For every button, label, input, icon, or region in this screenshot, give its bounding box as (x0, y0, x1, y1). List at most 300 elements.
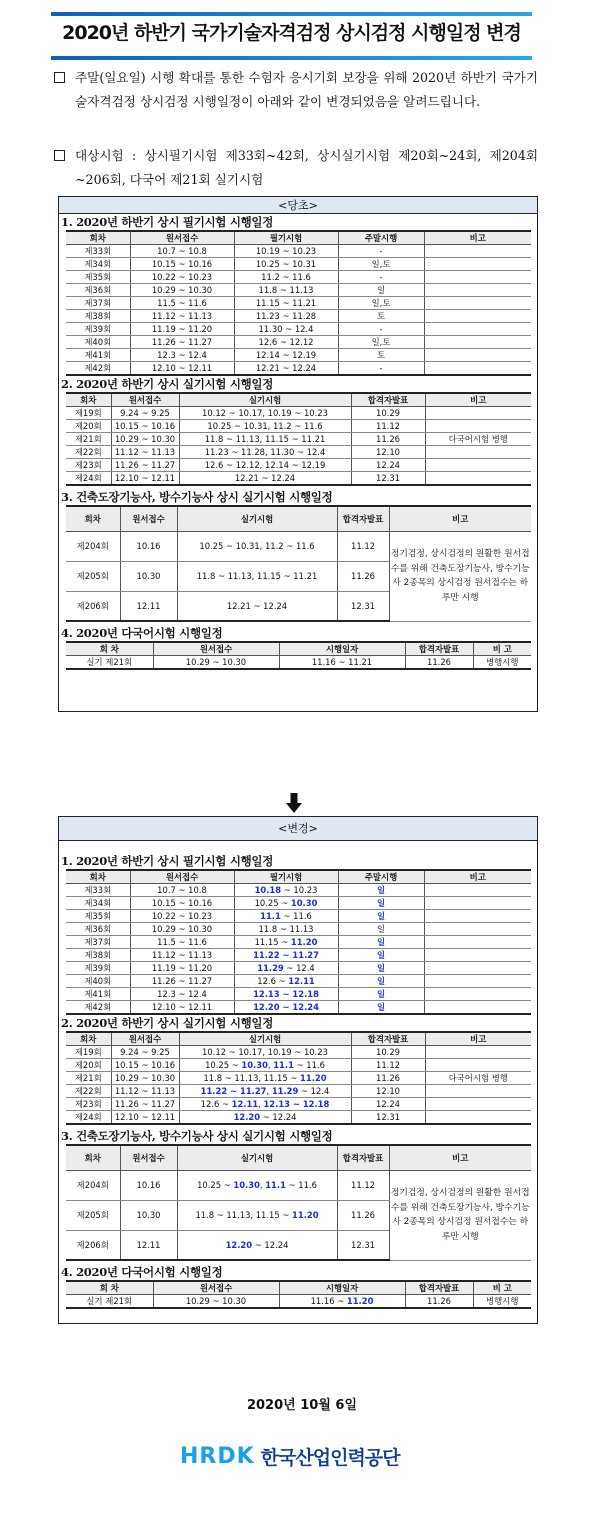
table-cell: 일 (338, 910, 424, 923)
table-row (66, 1001, 531, 1015)
table-header-row (66, 506, 531, 531)
table-row (66, 923, 531, 936)
table-cell: 제24회 (66, 1111, 111, 1125)
column-header: 합격자발표 (351, 393, 425, 407)
table-cell: 10.29 ~ 10.30 (153, 1295, 279, 1309)
column-header: 원서접수 (120, 1145, 177, 1170)
table-cell: 12.10 ~ 12.11 (111, 1111, 179, 1125)
column-header: 필기시험 (234, 231, 338, 245)
column-header: 주말시행 (338, 231, 424, 245)
column-header: 비고 (389, 1145, 531, 1170)
table-cell (424, 362, 531, 376)
table-cell: 10.29 ~ 10.30 (130, 923, 234, 936)
table-cell: 12.6 ~ 12.11, 12.13 ~ 12.18 (179, 1098, 351, 1111)
table-row (66, 936, 531, 949)
table-cell (424, 975, 531, 988)
table-cell: 11.19 ~ 11.20 (130, 323, 234, 336)
original-multilingual-exam-table (66, 641, 531, 670)
table-cell (424, 962, 531, 975)
table-header-row (66, 642, 531, 656)
changed-section-2-title: 2. 2020년 하반기 상시 실기시험 시행일정 (61, 1016, 274, 1030)
table-cell: 제23회 (66, 459, 111, 472)
table-cell (424, 936, 531, 949)
column-header: 합격자발표 (405, 642, 473, 656)
table-cell: 11.15 ~ 11.20 (234, 936, 338, 949)
note-cell: 다국어시험 병행 (425, 1072, 531, 1085)
table-cell: 12.31 (351, 472, 425, 486)
changed-section-3-title: 3. 건축도장기능사, 방수기능사 상시 실기시험 시행일정 (61, 1129, 333, 1143)
title-top-bar (51, 12, 532, 16)
table-cell: 10.22 ~ 10.23 (130, 910, 234, 923)
column-header: 회 차 (66, 1281, 153, 1295)
original-schedule-frame (58, 196, 538, 712)
table-cell: 제34회 (66, 897, 130, 910)
checkbox-bullet-icon (54, 150, 65, 161)
table-cell (424, 284, 531, 297)
table-cell: 제40회 (66, 336, 130, 349)
table-cell: 제36회 (66, 284, 130, 297)
table-cell: - (338, 323, 424, 336)
column-header: 회차 (66, 231, 130, 245)
column-header: 회차 (66, 506, 120, 531)
column-header: 비고 (424, 231, 531, 245)
table-cell: 제37회 (66, 297, 130, 310)
table-cell: 제204회 (66, 531, 120, 561)
table-cell: 제33회 (66, 884, 130, 897)
changed-painting-waterproof-table (66, 1144, 531, 1261)
title-bottom-bar (51, 56, 532, 60)
original-section-2-title: 2. 2020년 하반기 상시 실기시험 시행일정 (61, 377, 274, 391)
table-cell (424, 258, 531, 271)
table-cell: - (338, 245, 424, 258)
table-row (66, 297, 531, 310)
table-cell: 12.21 ~ 12.24 (177, 591, 337, 621)
table-header-row (66, 1281, 531, 1295)
table-row (66, 472, 531, 486)
table-row (66, 949, 531, 962)
table-cell: 10.25 ~ 10.30, 11.1 ~ 11.6 (177, 1170, 337, 1200)
table-cell: 10.25 ~ 10.31, 11.2 ~ 11.6 (179, 420, 351, 433)
table-cell: 제35회 (66, 271, 130, 284)
table-cell (424, 884, 531, 897)
table-cell: 11.12 ~ 11.13 (130, 949, 234, 962)
changed-section-1-title: 1. 2020년 하반기 상시 필기시험 시행일정 (61, 854, 274, 868)
table-header-row (66, 1032, 531, 1046)
table-row (66, 897, 531, 910)
table-cell: - (338, 271, 424, 284)
hrdk-logo-mark: HRDK (180, 1444, 255, 1469)
note-cell (425, 1111, 531, 1125)
table-cell: 일 (338, 962, 424, 975)
table-cell: 11.26 (351, 1072, 425, 1085)
table-cell: 11.12 (337, 1170, 389, 1200)
table-cell: 제39회 (66, 323, 130, 336)
table-header-row (66, 1145, 531, 1170)
table-cell: 제36회 (66, 923, 130, 936)
table-row (66, 323, 531, 336)
column-header: 합격자발표 (337, 506, 389, 531)
table-cell: 일 (338, 949, 424, 962)
table-row (66, 884, 531, 897)
column-header: 원서접수 (111, 393, 179, 407)
table-cell: 12.10 ~ 12.11 (111, 472, 179, 486)
table-cell: 10.29 (351, 407, 425, 420)
table-cell (424, 897, 531, 910)
changed-schedule-frame (58, 816, 538, 1324)
table-row (66, 531, 531, 561)
table-cell: 10.25 ~ 10.30 (234, 897, 338, 910)
column-header: 필기시험 (234, 870, 338, 884)
table-cell (424, 949, 531, 962)
table-cell: 10.16 (120, 531, 177, 561)
table-cell: 일 (338, 923, 424, 936)
table-cell: 일,토 (338, 297, 424, 310)
table-cell: 11.5 ~ 11.6 (130, 297, 234, 310)
table-cell: 12.6 ~ 12.11 (234, 975, 338, 988)
table-cell: 실기 제21회 (66, 1295, 153, 1309)
column-header: 비고 (425, 1032, 531, 1046)
table-cell: 12.14 ~ 12.19 (234, 349, 338, 362)
note-cell: 다국어시험 병행 (425, 433, 531, 446)
table-row (66, 962, 531, 975)
table-cell: 11.16 ~ 11.21 (279, 656, 405, 670)
table-row (66, 459, 531, 472)
table-row (66, 336, 531, 349)
table-cell: 10.25 ~ 10.31 (234, 258, 338, 271)
column-header: 비 고 (473, 642, 531, 656)
column-header: 실기시험 (179, 393, 351, 407)
table-cell: 11.26 (337, 1200, 389, 1230)
original-painting-waterproof-table (66, 505, 531, 622)
table-cell: 11.8 ~ 11.13 (234, 923, 338, 936)
table-row (66, 284, 531, 297)
table-cell: 10.22 ~ 10.23 (130, 271, 234, 284)
table-row (66, 1295, 531, 1309)
table-cell: 11.26 (405, 656, 473, 670)
table-cell: 12.20 ~ 12.24 (179, 1111, 351, 1125)
table-cell: 제38회 (66, 949, 130, 962)
table-cell: 제21회 (66, 433, 111, 446)
table-row (66, 1059, 531, 1072)
table-cell: 제20회 (66, 1059, 111, 1072)
table-cell: 제19회 (66, 407, 111, 420)
table-cell: 제24회 (66, 472, 111, 486)
table-cell: 12.24 (351, 1098, 425, 1111)
table-cell: 12.10 ~ 12.11 (130, 1001, 234, 1015)
table-cell: 일 (338, 988, 424, 1001)
table-cell: 12.10 (351, 1085, 425, 1098)
table-cell: 10.12 ~ 10.17, 10.19 ~ 10.23 (179, 1046, 351, 1059)
table-row (66, 1046, 531, 1059)
column-header: 시행일자 (279, 1281, 405, 1295)
column-header: 비고 (389, 506, 531, 531)
note-cell (425, 472, 531, 486)
table-cell: 10.25 ~ 10.30, 11.1 ~ 11.6 (179, 1059, 351, 1072)
column-header: 합격자발표 (337, 1145, 389, 1170)
table-cell: 제41회 (66, 988, 130, 1001)
table-cell: 10.19 ~ 10.23 (234, 245, 338, 258)
table-row (66, 1111, 531, 1125)
table-cell: 10.16 (120, 1170, 177, 1200)
table-cell (424, 310, 531, 323)
table-cell (424, 349, 531, 362)
table-cell: 제204회 (66, 1170, 120, 1200)
original-practical-exam-table (66, 392, 531, 486)
table-cell (424, 323, 531, 336)
table-cell: 제20회 (66, 420, 111, 433)
table-cell: 12.11 (120, 591, 177, 621)
intro-paragraph-2: 대상시험 : 상시필기시험 제33회~42회, 상시실기시험 제20회~24회, 제204회~206회, 다국어 제21회 실기시험 (52, 144, 538, 192)
column-header: 회차 (66, 1145, 120, 1170)
table-cell: 10.29 (351, 1046, 425, 1059)
table-row (66, 446, 531, 459)
table-row (66, 910, 531, 923)
table-cell (424, 988, 531, 1001)
column-header: 시행일자 (279, 642, 405, 656)
original-label: <당초> (59, 197, 537, 214)
table-cell: 제205회 (66, 561, 120, 591)
column-header: 합격자발표 (405, 1281, 473, 1295)
table-cell: 제206회 (66, 1230, 120, 1260)
table-cell: 11.30 ~ 12.4 (234, 323, 338, 336)
table-cell: 11.29 ~ 12.4 (234, 962, 338, 975)
table-row (66, 656, 531, 670)
original-remark-cell: 정기검정, 상시검정의 원활한 원서접수를 위해 건축도장기능사, 방수기능사 2종목의 상시검정 원서접수는 하루만 시행 (389, 531, 531, 621)
table-cell: 일 (338, 1001, 424, 1015)
table-row (66, 988, 531, 1001)
table-cell: 11.26 (351, 433, 425, 446)
table-cell: 제22회 (66, 446, 111, 459)
table-cell: 병행시행 (473, 1295, 531, 1309)
table-cell: 10.12 ~ 10.17, 10.19 ~ 10.23 (179, 407, 351, 420)
table-cell: 11.12 (337, 531, 389, 561)
original-section-4-title: 4. 2020년 다국어시험 시행일정 (61, 626, 223, 640)
column-header: 원서접수 (111, 1032, 179, 1046)
table-cell: 제39회 (66, 962, 130, 975)
table-cell: 12.3 ~ 12.4 (130, 349, 234, 362)
table-cell (424, 910, 531, 923)
table-cell: 11.26 ~ 11.27 (130, 336, 234, 349)
table-cell: 제23회 (66, 1098, 111, 1111)
table-header-row (66, 870, 531, 884)
table-cell: 12.6 ~ 12.12 (234, 336, 338, 349)
table-cell: 11.12 (351, 420, 425, 433)
org-name: 한국산업인력공단 (260, 1447, 400, 1469)
table-cell: 12.31 (337, 1230, 389, 1260)
table-cell: 11.12 ~ 11.13 (111, 446, 179, 459)
checkbox-bullet-icon (54, 72, 65, 83)
table-cell: 9.24 ~ 9.25 (111, 1046, 179, 1059)
table-cell: 제42회 (66, 1001, 130, 1015)
table-cell: 제38회 (66, 310, 130, 323)
table-cell: 11.23 ~ 11.28, 11.30 ~ 12.4 (179, 446, 351, 459)
changed-practical-exam-table (66, 1031, 531, 1125)
column-header: 회 차 (66, 642, 153, 656)
table-cell: 11.8 ~ 11.13, 11.15 ~ 11.21 (179, 433, 351, 446)
column-header: 원서접수 (130, 870, 234, 884)
table-cell: 일 (338, 284, 424, 297)
table-cell: 12.10 ~ 12.11 (130, 362, 234, 376)
table-cell: 9.24 ~ 9.25 (111, 407, 179, 420)
original-written-exam-table (66, 230, 531, 376)
table-cell: 제42회 (66, 362, 130, 376)
table-cell: 11.26 (405, 1295, 473, 1309)
table-cell: 11.19 ~ 11.20 (130, 962, 234, 975)
table-cell: 12.21 ~ 12.24 (234, 362, 338, 376)
table-cell: 제22회 (66, 1085, 111, 1098)
table-cell: 제206회 (66, 591, 120, 621)
table-cell: 제41회 (66, 349, 130, 362)
table-cell: 11.8 ~ 11.13 (234, 284, 338, 297)
table-cell (424, 271, 531, 284)
table-cell: 일 (338, 975, 424, 988)
table-row (66, 433, 531, 446)
table-cell: 제205회 (66, 1200, 120, 1230)
table-cell: 일 (338, 936, 424, 949)
table-row (66, 420, 531, 433)
page-title: 2020년 하반기 국가기술자격검정 상시검정 시행일정 변경 (62, 22, 521, 44)
table-row (66, 271, 531, 284)
note-cell (425, 420, 531, 433)
table-cell: 10.15 ~ 10.16 (111, 1059, 179, 1072)
column-header: 합격자발표 (351, 1032, 425, 1046)
column-header: 실기시험 (179, 1032, 351, 1046)
table-cell (424, 336, 531, 349)
table-cell: 제21회 (66, 1072, 111, 1085)
column-header: 회차 (66, 870, 130, 884)
column-header: 실기시험 (177, 506, 337, 531)
column-header: 원서접수 (130, 231, 234, 245)
table-cell: 10.29 ~ 10.30 (111, 1072, 179, 1085)
changed-multilingual-exam-table (66, 1280, 531, 1309)
table-cell: 10.7 ~ 10.8 (130, 245, 234, 258)
changed-label: <변경> (59, 817, 537, 841)
intro-paragraph-1: 주말(일요일) 시행 확대를 통한 수험자 응시기회 보장을 위해 2020년 하반기 국가기술자격검정 상시검정 시행일정이 아래와 같이 변경되었음을 알려드립니다. (52, 66, 538, 114)
table-cell: 11.26 ~ 11.27 (130, 975, 234, 988)
table-cell: 11.26 ~ 11.27 (111, 459, 179, 472)
hrdk-logo (180, 1443, 400, 1470)
table-cell: 11.15 ~ 11.21 (234, 297, 338, 310)
table-cell: 토 (338, 349, 424, 362)
table-cell: - (338, 362, 424, 376)
table-cell: 11.26 (337, 561, 389, 591)
column-header: 회차 (66, 393, 111, 407)
table-cell: 제35회 (66, 910, 130, 923)
table-cell: 10.15 ~ 10.16 (130, 258, 234, 271)
table-cell: 11.5 ~ 11.6 (130, 936, 234, 949)
table-cell: 제33회 (66, 245, 130, 258)
table-cell: 11.22 ~ 11.27 (234, 949, 338, 962)
table-cell: 11.8 ~ 11.13, 11.15 ~ 11.20 (179, 1072, 351, 1085)
column-header: 비고 (424, 870, 531, 884)
table-cell: 제40회 (66, 975, 130, 988)
table-cell: 일,토 (338, 336, 424, 349)
table-cell: 11.26 ~ 11.27 (111, 1098, 179, 1111)
table-cell: 10.29 ~ 10.30 (111, 433, 179, 446)
table-cell: 실기 제21회 (66, 656, 153, 670)
table-cell (424, 1001, 531, 1015)
table-cell: 11.23 ~ 11.28 (234, 310, 338, 323)
table-cell: 10.18 ~ 10.23 (234, 884, 338, 897)
table-cell: 10.29 ~ 10.30 (153, 656, 279, 670)
column-header: 실기시험 (177, 1145, 337, 1170)
table-header-row (66, 393, 531, 407)
changed-section-4-title: 4. 2020년 다국어시험 시행일정 (61, 1265, 223, 1279)
table-cell: 11.22 ~ 11.27, 11.29 ~ 12.4 (179, 1085, 351, 1098)
note-cell (425, 407, 531, 420)
original-section-1-title: 1. 2020년 하반기 상시 필기시험 시행일정 (61, 215, 274, 229)
table-cell: 12.3 ~ 12.4 (130, 988, 234, 1001)
original-section-3-title: 3. 건축도장기능사, 방수기능사 상시 실기시험 시행일정 (61, 490, 333, 504)
table-cell: 12.20 ~ 12.24 (234, 1001, 338, 1015)
note-cell (425, 1046, 531, 1059)
table-row (66, 407, 531, 420)
table-cell: 11.8 ~ 11.13, 11.15 ~ 11.21 (177, 561, 337, 591)
table-cell: 10.25 ~ 10.31, 11.2 ~ 11.6 (177, 531, 337, 561)
table-cell: 11.12 (351, 1059, 425, 1072)
table-row (66, 1170, 531, 1200)
table-cell: 일,토 (338, 258, 424, 271)
table-row (66, 362, 531, 376)
column-header: 비고 (425, 393, 531, 407)
table-cell: 일 (338, 884, 424, 897)
table-cell: 12.20 ~ 12.24 (177, 1230, 337, 1260)
table-cell: 12.31 (351, 1111, 425, 1125)
table-row (66, 258, 531, 271)
table-row (66, 1072, 531, 1085)
table-cell: 제34회 (66, 258, 130, 271)
table-row (66, 245, 531, 258)
table-cell: 12.6 ~ 12.12, 12.14 ~ 12.19 (179, 459, 351, 472)
table-cell: 12.10 (351, 446, 425, 459)
changed-remark-cell: 정기검정, 상시검정의 원활한 원서접수를 위해 건축도장기능사, 방수기능사 2종목의 상시검정 원서접수는 하루만 시행 (389, 1170, 531, 1260)
column-header: 비 고 (473, 1281, 531, 1295)
table-cell: 10.15 ~ 10.16 (111, 420, 179, 433)
note-cell (425, 459, 531, 472)
table-cell: 11.12 ~ 11.13 (111, 1085, 179, 1098)
table-row (66, 1098, 531, 1111)
table-cell (424, 297, 531, 310)
table-cell: 11.1 ~ 11.6 (234, 910, 338, 923)
down-arrow-icon (286, 793, 302, 817)
note-cell (425, 1085, 531, 1098)
table-cell: 12.24 (351, 459, 425, 472)
table-cell: 11.8 ~ 11.13, 11.15 ~ 11.20 (177, 1200, 337, 1230)
table-cell: 11.12 ~ 11.13 (130, 310, 234, 323)
note-cell (425, 446, 531, 459)
table-row (66, 975, 531, 988)
table-cell: 병행시행 (473, 656, 531, 670)
table-cell: 12.13 ~ 12.18 (234, 988, 338, 1001)
table-cell: 제19회 (66, 1046, 111, 1059)
table-cell: 제37회 (66, 936, 130, 949)
table-cell: 12.31 (337, 591, 389, 621)
table-cell: 일 (338, 897, 424, 910)
table-cell: 10.15 ~ 10.16 (130, 897, 234, 910)
note-cell (425, 1059, 531, 1072)
table-cell: 12.21 ~ 12.24 (179, 472, 351, 486)
column-header: 원서접수 (153, 1281, 279, 1295)
table-cell: 12.11 (120, 1230, 177, 1260)
changed-written-exam-table (66, 869, 531, 1015)
column-header: 회차 (66, 1032, 111, 1046)
table-row (66, 1085, 531, 1098)
table-cell (424, 923, 531, 936)
table-cell (424, 245, 531, 258)
table-cell: 11.2 ~ 11.6 (234, 271, 338, 284)
table-cell: 10.30 (120, 1200, 177, 1230)
table-cell: 토 (338, 310, 424, 323)
